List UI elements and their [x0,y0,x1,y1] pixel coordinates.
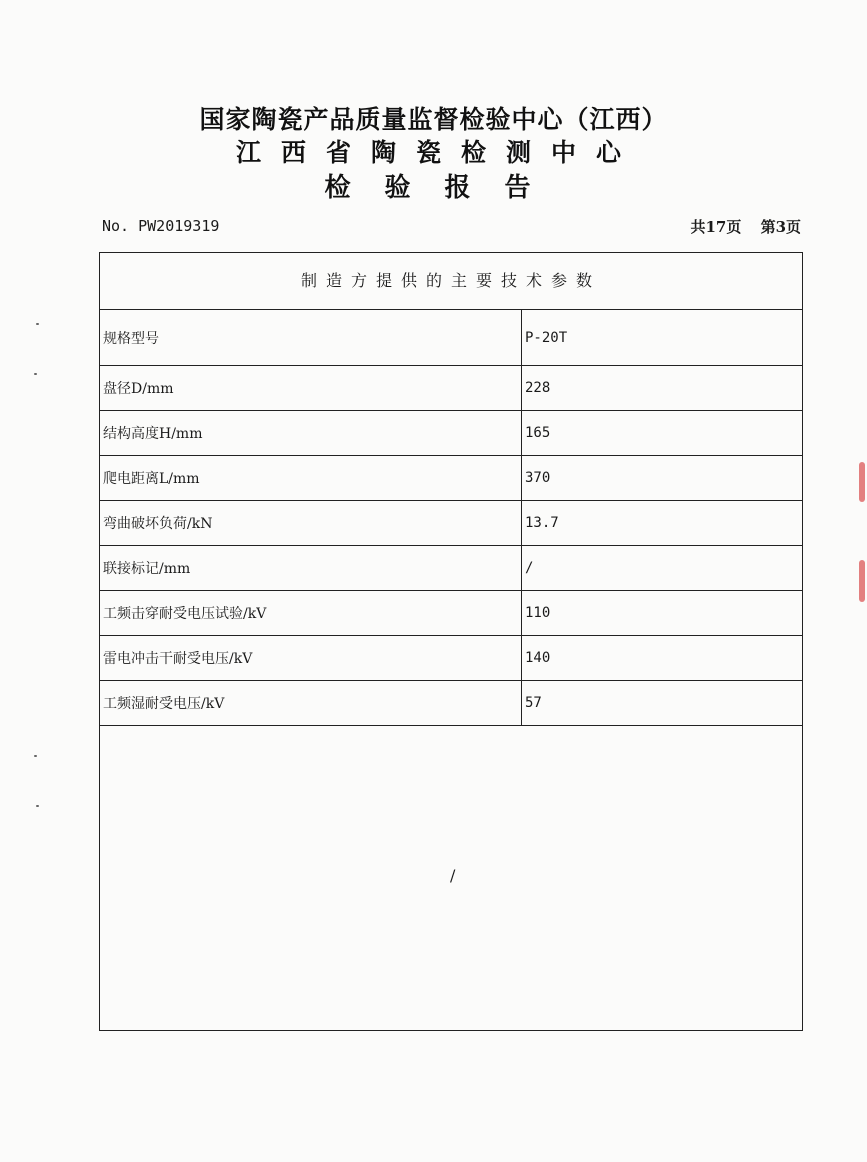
parameter-value: 228 [525,380,551,396]
parameter-label: 雷电冲击干耐受电压/kV [100,636,522,680]
current-page: 第3页 [760,218,801,236]
remarks-text: / [450,866,456,885]
remarks-area [100,726,802,1030]
parameter-label: 结构高度H/mm [100,411,522,455]
parameter-label: 工频击穿耐受电压试验/kV [100,591,522,635]
table-row [100,546,802,591]
center-name: 江西省陶瓷检测中心 [235,138,641,167]
table-row [100,456,802,501]
scan-speck [34,755,37,757]
table-row [100,501,802,546]
parameter-value: 140 [525,650,551,666]
parameter-label: 工频湿耐受电压/kV [100,681,522,725]
table-row [100,591,802,636]
table-row [100,310,802,366]
table-title: 制造方提供的主要技术参数 [100,253,802,310]
table-row [100,636,802,681]
parameter-label: 规格型号 [100,310,522,365]
parameter-value: 110 [525,605,551,621]
parameter-label: 爬电距离L/mm [100,456,522,500]
institution-name: 国家陶瓷产品质量监督检验中心（江西） [199,105,668,134]
scan-speck [34,373,37,375]
parameter-value: 165 [525,425,551,441]
parameter-value: / [525,560,534,576]
technical-parameters-table [99,252,803,1031]
parameter-value: P-20T [525,329,568,346]
parameter-value: 13.7 [525,515,559,531]
parameter-value: 370 [525,470,551,486]
seal-fragment [859,560,865,602]
scan-speck [36,323,39,325]
table-row [100,411,802,456]
parameter-value: 57 [525,695,542,711]
report-number: No. PW2019319 [102,217,220,235]
parameter-label: 联接标记/mm [100,546,522,590]
page-counter [676,216,801,237]
parameter-label: 盘径D/mm [100,366,522,410]
scan-speck [36,805,39,807]
report-title: 检验报告 [324,173,565,203]
total-pages: 共17页 [690,218,742,236]
seal-fragment [859,462,865,502]
parameter-label: 弯曲破坏负荷/kN [100,501,522,545]
table-row [100,681,802,726]
table-row [100,366,802,411]
